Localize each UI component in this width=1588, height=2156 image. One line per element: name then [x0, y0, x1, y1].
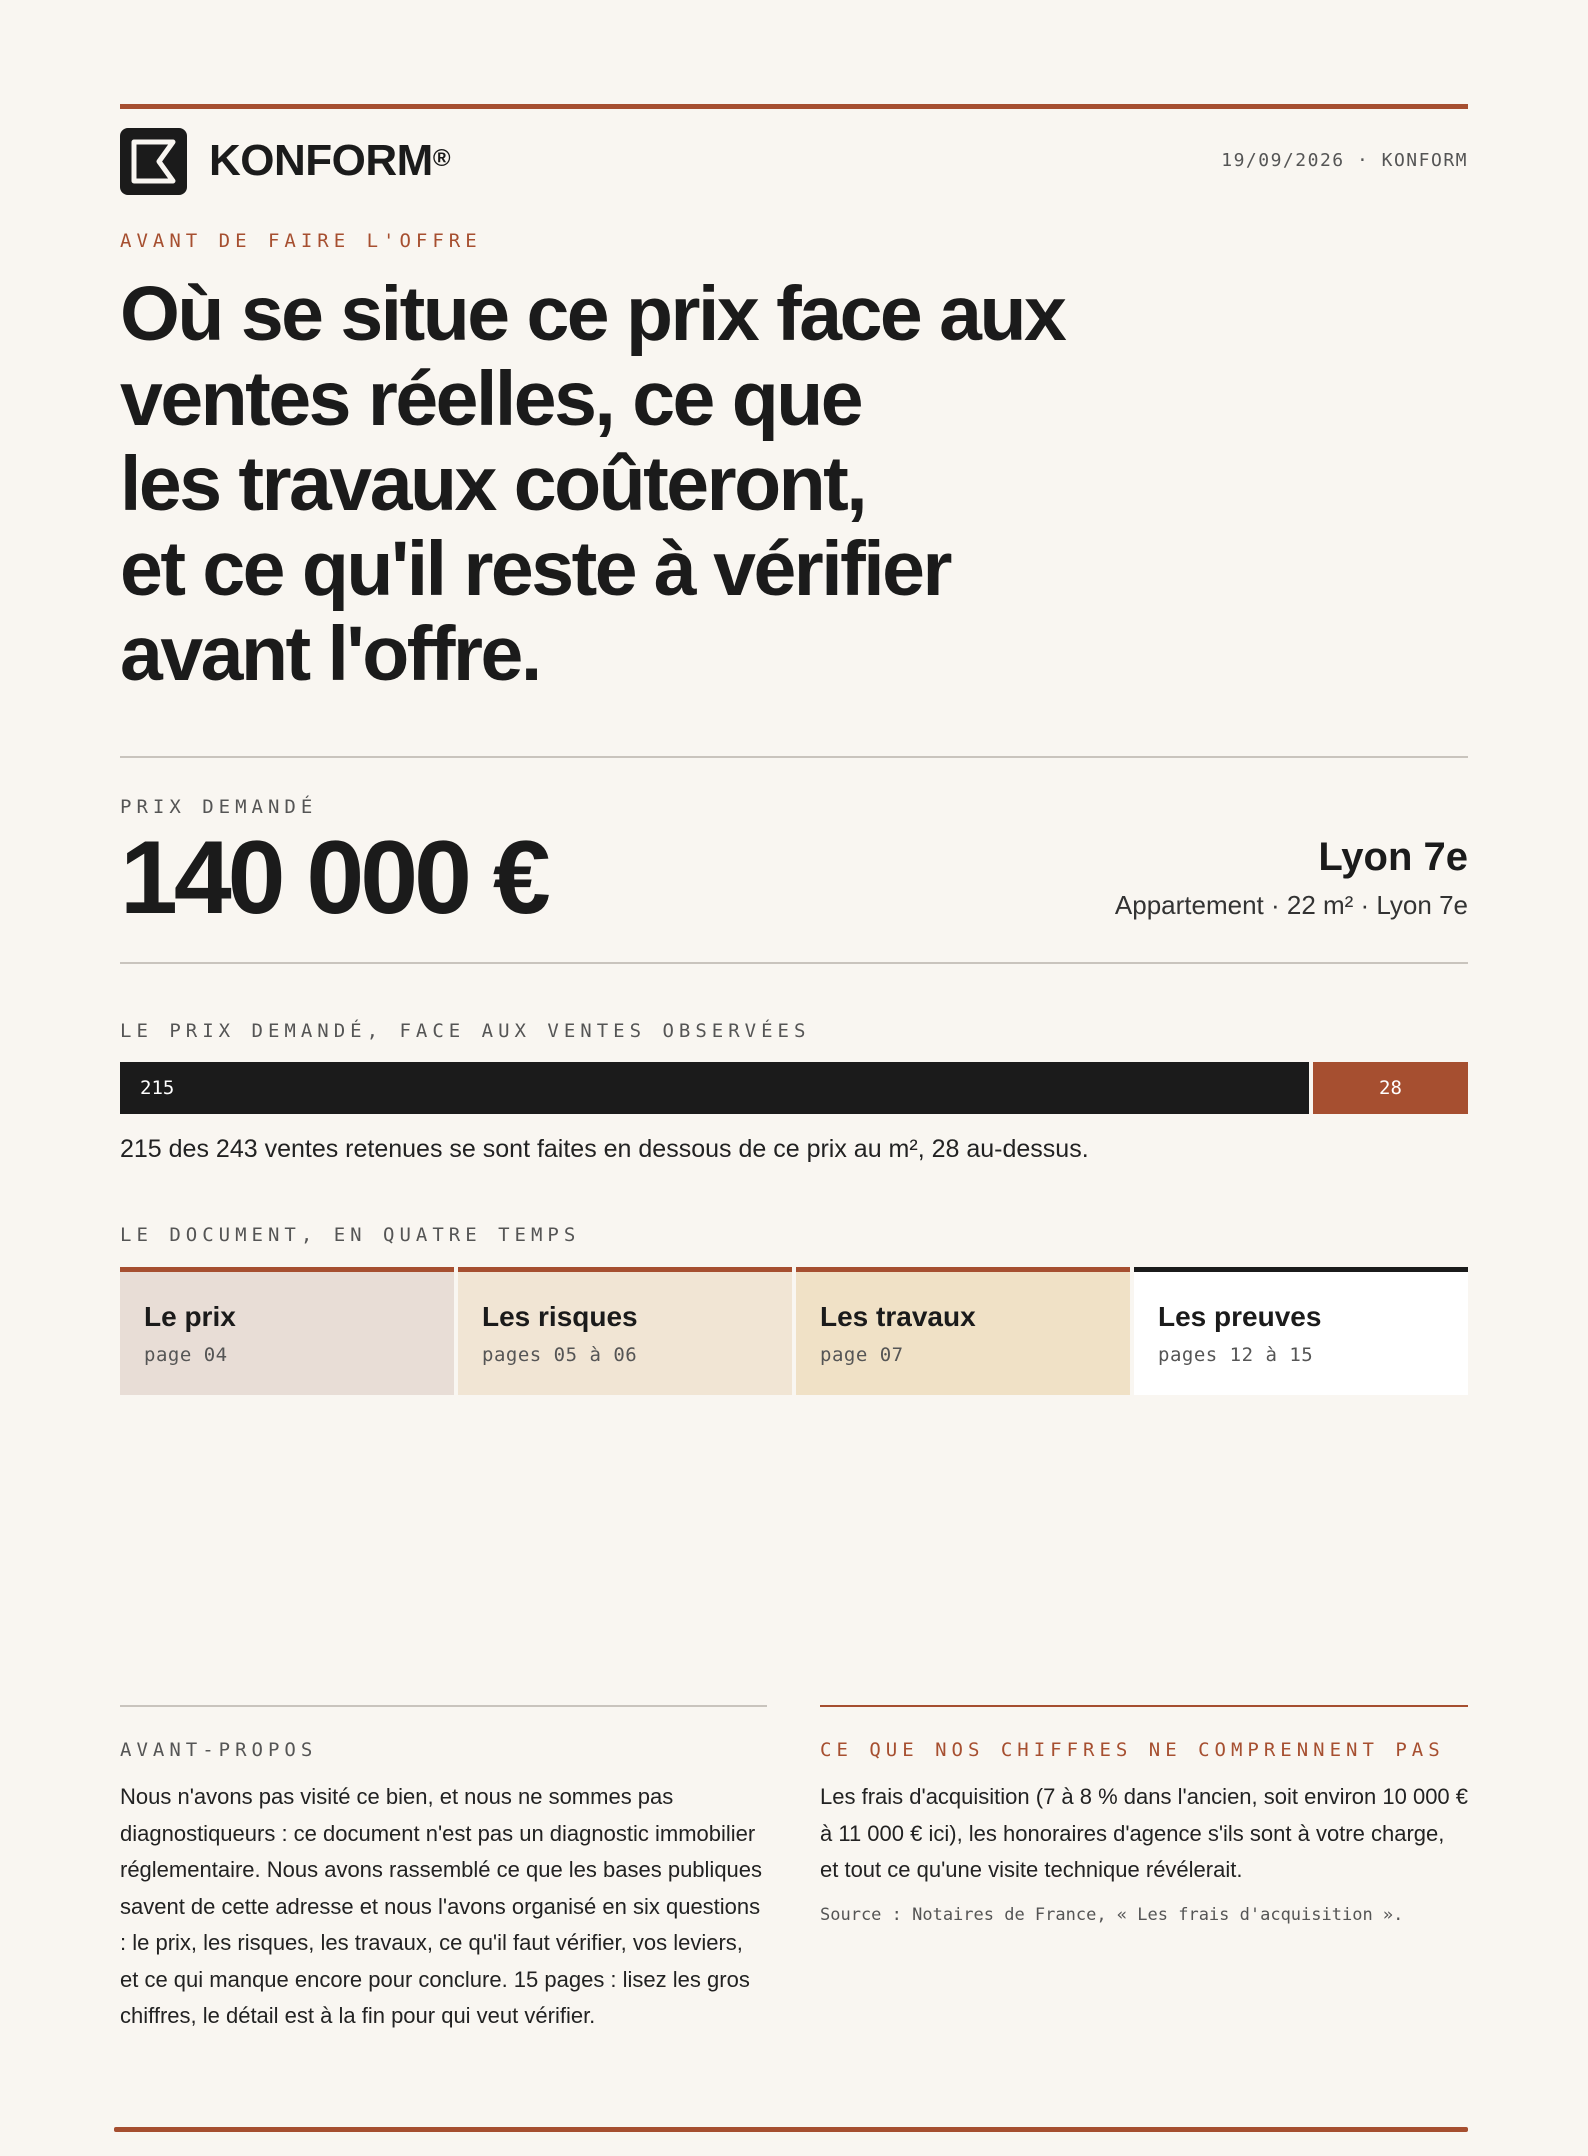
part-card-travaux: [796, 1267, 1130, 1395]
divider: [120, 756, 1468, 758]
brand-name: [209, 136, 450, 186]
distribution-segment-below: 215: [120, 1062, 1309, 1114]
page: [120, 0, 1468, 2156]
distribution-caption: 215 des 243 ventes retenues se sont faites en dessous de ce prix au m², 28 au-dessus.: [120, 1135, 1089, 1163]
kicker: AVANT DE FAIRE L'OFFRE: [120, 230, 482, 252]
exclusions-source: Source : Notaires de France, « Les frais d'acquisition ».: [820, 1904, 1404, 1925]
part-card-preuves: [1134, 1267, 1468, 1395]
foreword-text: Nous n'avons pas visité ce bien, et nous ne sommes pas diagnostiqueurs : ce document n'est pas un diagnostic immobilier réglementaire. Nous avons rassemblé ce que les bases publiques savent de cette adresse et nous l'avons organisé en six questions : le prix, les risques, les travaux, ce qu'il faut vérifier, vos leviers, et ce qui manque encore pour conclure. 15 pages : lisez les gros chiffres, le détail est à la fin pour qui veut vérifier.: [120, 1784, 763, 2028]
document-parts-label: LE DOCUMENT, EN QUATRE TEMPS: [120, 1224, 581, 1246]
price-label: PRIX DEMANDÉ: [120, 796, 318, 818]
exclusions-text: Les frais d'acquisition (7 à 8 % dans l'ancien, soit environ 10 000 € à 11 000 € ici), les honoraires d'agence s'ils sont à votre charge, et tout ce qu'une visite technique révélerait.: [820, 1784, 1469, 1882]
part-card-risques: [458, 1267, 792, 1395]
part-card-title: Les preuves: [1158, 1301, 1322, 1332]
headline: Où se situe ce prix face aux ventes réelles, ce que les travaux coûteront, et ce qu'il reste à vérifier avant l'offre.: [120, 271, 1065, 697]
location-title: Lyon 7e: [1318, 835, 1468, 879]
part-card-pages: page 04: [144, 1344, 228, 1366]
part-card-prix: [120, 1267, 454, 1395]
top-rule: [120, 104, 1468, 109]
part-card-pages: pages 05 à 06: [482, 1344, 638, 1366]
foreword-section: [120, 1705, 767, 2035]
exclusions-section: [820, 1705, 1468, 1925]
location-details: Appartement · 22 m² · Lyon 7e: [1114, 890, 1468, 920]
foreword-label: AVANT-PROPOS: [120, 1739, 318, 1761]
exclusions-label: CE QUE NOS CHIFFRES NE COMPRENNENT PAS: [820, 1739, 1445, 1761]
distribution-label: LE PRIX DEMANDÉ, FACE AUX VENTES OBSERVÉES: [120, 1020, 811, 1042]
brand-wordmark: KONFORM: [209, 136, 433, 185]
registered-mark: ®: [432, 145, 450, 172]
document-parts: [120, 1267, 1468, 1395]
part-card-pages: page 07: [820, 1344, 904, 1366]
header: [120, 128, 1468, 196]
distribution-bar: [120, 1062, 1468, 1114]
price-value: 140 000 €: [120, 820, 547, 936]
divider: [120, 962, 1468, 964]
konform-logo-icon: [120, 128, 187, 195]
part-card-title: Le prix: [144, 1301, 236, 1332]
bottom-rule: [114, 2127, 1468, 2132]
foreword-rule: [120, 1705, 767, 1707]
distribution-segment-above: 28: [1313, 1062, 1468, 1114]
exclusions-rule: [820, 1705, 1468, 1707]
header-date-meta: 19/09/2026 · KONFORM: [1221, 150, 1468, 171]
part-card-pages: pages 12 à 15: [1158, 1344, 1314, 1366]
part-card-title: Les travaux: [820, 1301, 976, 1332]
part-card-title: Les risques: [482, 1301, 638, 1332]
